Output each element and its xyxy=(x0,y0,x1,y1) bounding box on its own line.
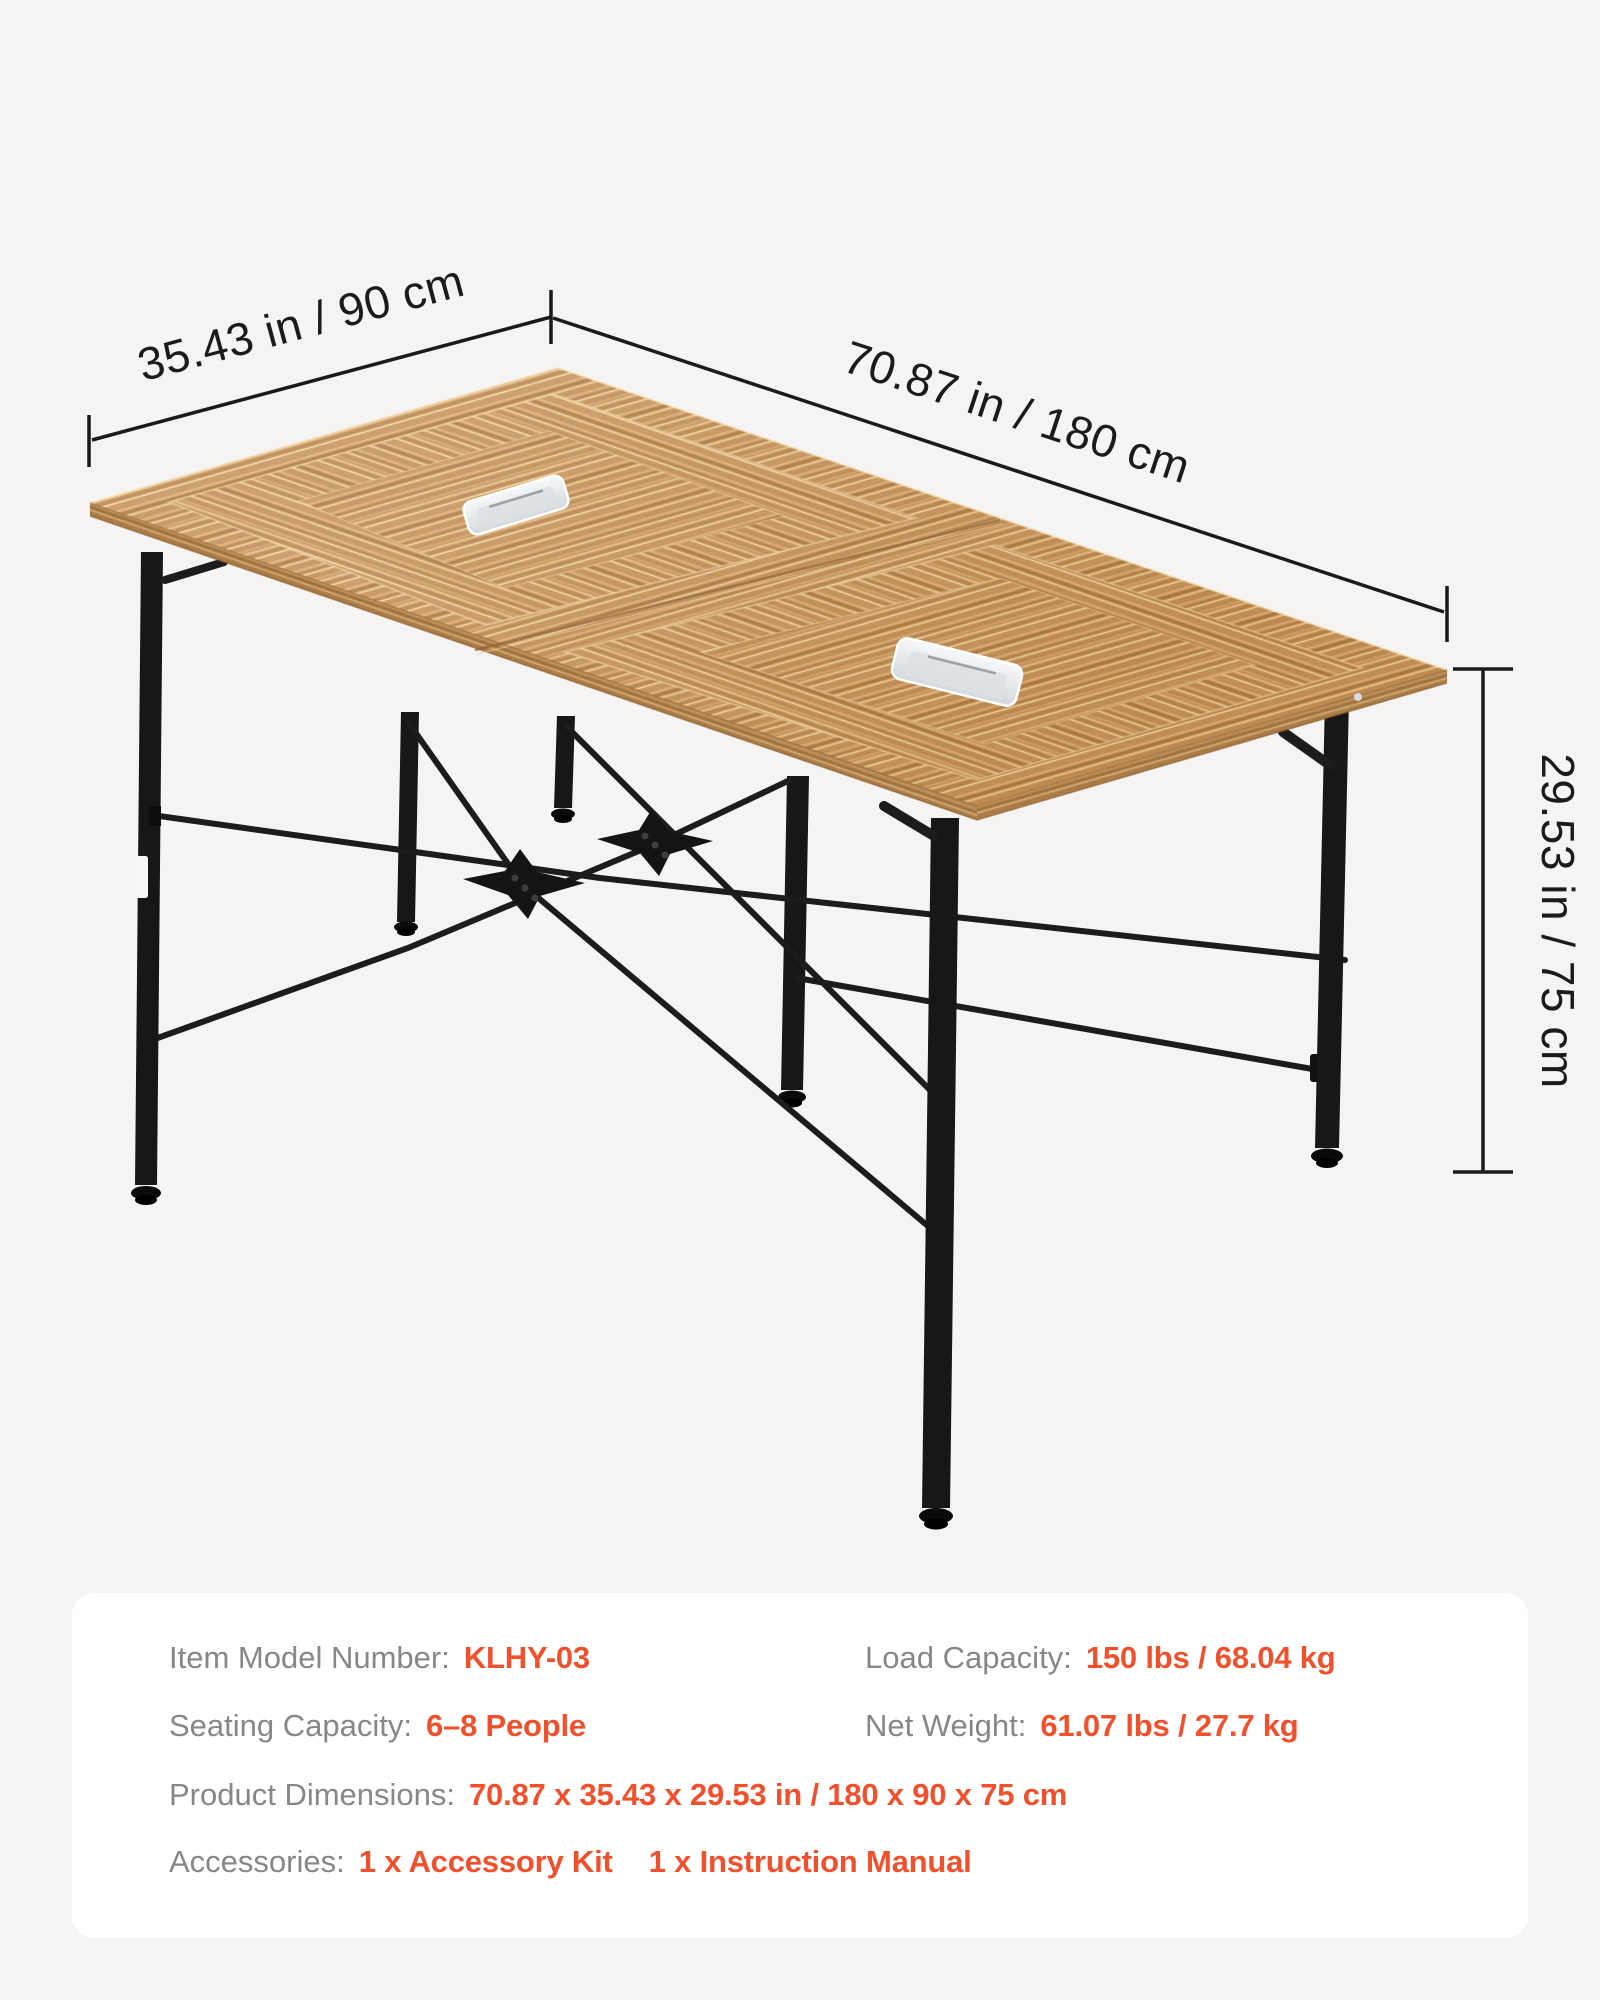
leg-brand-sticker xyxy=(135,856,148,898)
load-capacity-label: Load Capacity: xyxy=(865,1640,1072,1675)
corner-screw xyxy=(1354,693,1362,701)
item-model-label: Item Model Number: xyxy=(169,1640,450,1675)
net-weight-value: 61.07 lbs / 27.7 kg xyxy=(1040,1708,1299,1743)
tabletop xyxy=(90,368,1447,820)
width-dimension-label: 35.43 in / 90 cm xyxy=(132,254,470,392)
product-dimensions-label: Product Dimensions: xyxy=(169,1777,456,1812)
spec-panel xyxy=(72,1593,1528,1938)
table-cross-braces xyxy=(152,722,1345,1232)
product-dimensions-value: 70.87 x 35.43 x 29.53 in / 180 x 90 x 75 cm xyxy=(469,1777,1068,1812)
spec-accessories xyxy=(169,1844,972,1880)
height-dimension-label: 29.53 in / 75 cm xyxy=(1532,753,1584,1089)
net-weight-label: Net Weight: xyxy=(865,1708,1027,1743)
accessories-kit-value: 1 x Accessory Kit xyxy=(358,1844,613,1879)
spec-net-weight xyxy=(865,1708,1299,1744)
seating-capacity-label: Seating Capacity: xyxy=(169,1708,412,1743)
accessories-manual-value: 1 x Instruction Manual xyxy=(648,1844,972,1879)
length-dimension-label: 70.87 in / 180 cm xyxy=(837,330,1197,494)
load-capacity-value: 150 lbs / 68.04 kg xyxy=(1085,1640,1336,1675)
item-model-value: KLHY-03 xyxy=(463,1640,590,1675)
spec-product-dimensions xyxy=(169,1777,1067,1813)
spec-seating-capacity xyxy=(169,1708,586,1744)
spec-item-model xyxy=(169,1640,590,1676)
seating-capacity-value: 6–8 People xyxy=(425,1708,586,1743)
spec-load-capacity xyxy=(865,1640,1336,1676)
accessories-label: Accessories: xyxy=(169,1844,345,1879)
